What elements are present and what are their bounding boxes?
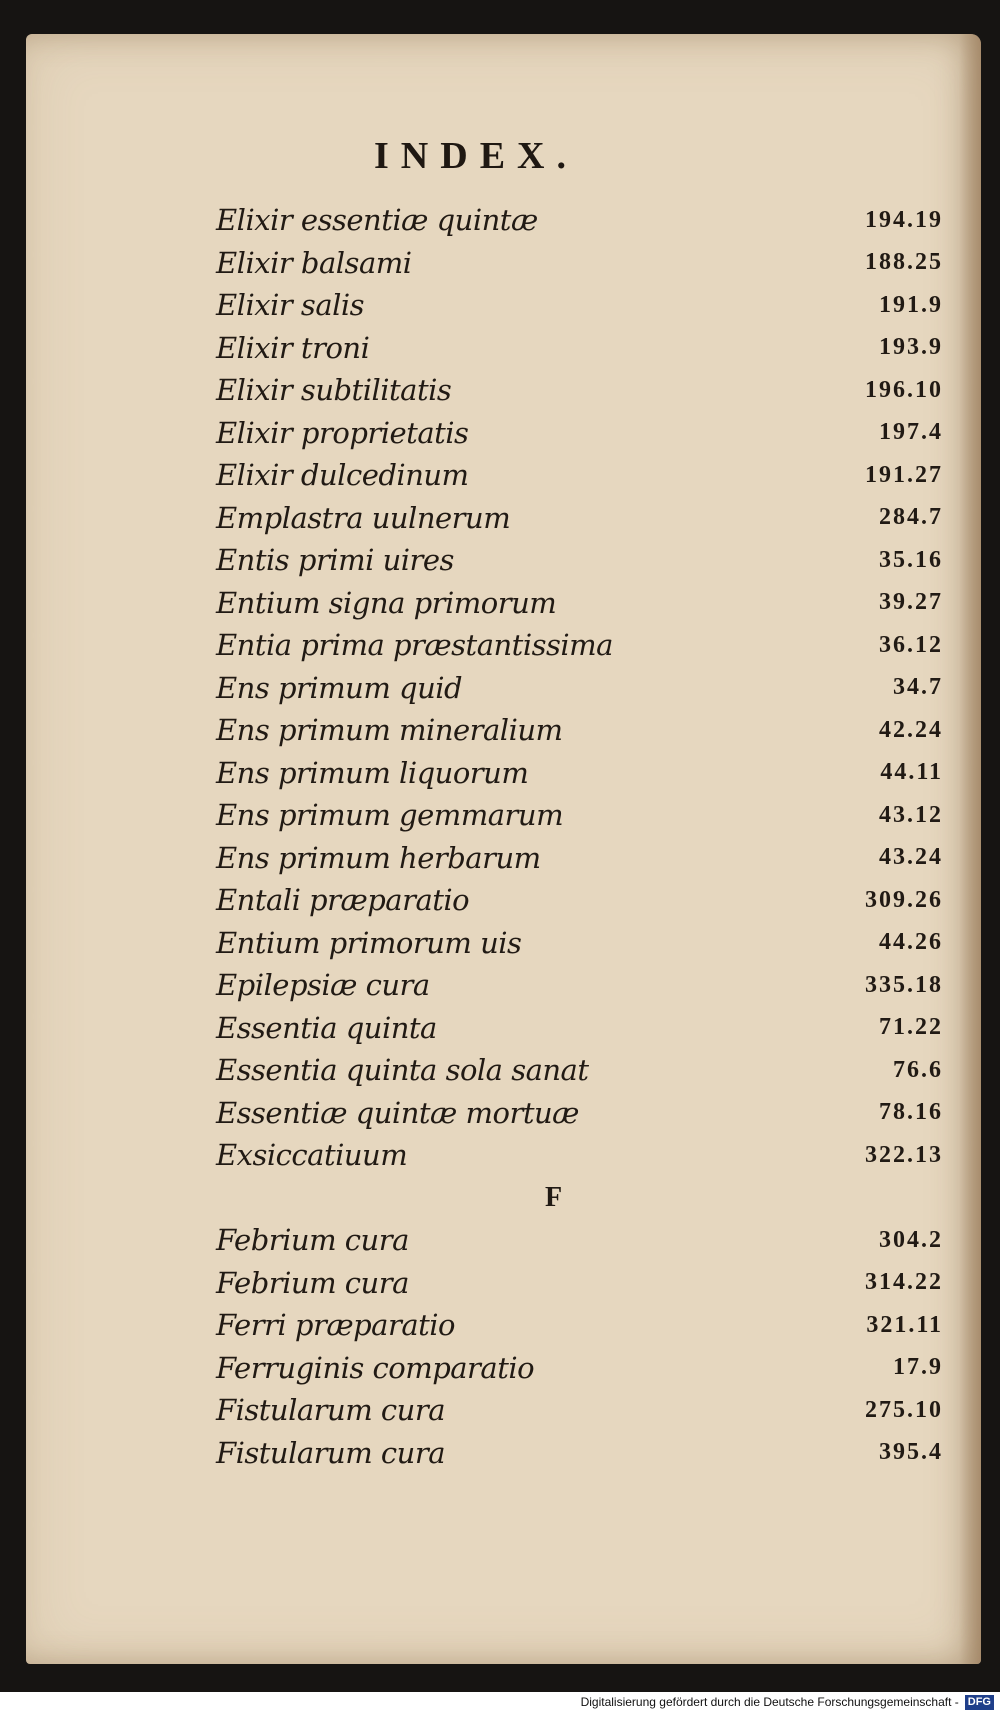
index-page-ref: 304.2: [879, 1226, 943, 1253]
index-entry: [216, 369, 951, 412]
index-page-ref: 44.11: [880, 759, 943, 786]
index-page-ref: 193.9: [879, 334, 943, 361]
index-entry: [216, 454, 951, 497]
index-entry: [216, 1049, 951, 1092]
index-entry: [216, 327, 951, 370]
index-entry: [216, 1347, 951, 1390]
index-page-ref: 335.18: [865, 971, 943, 998]
index-term: Entia prima præstantissima: [216, 628, 613, 663]
index-page-ref: 34.7: [893, 674, 943, 701]
page-heading: INDEX.: [374, 135, 578, 177]
index-entry: [216, 1219, 951, 1262]
index-term: Ens primum herbarum: [216, 840, 541, 875]
index-entry: [216, 1389, 951, 1432]
dfg-logo-icon: DFG: [965, 1695, 994, 1710]
index-page-ref: 275.10: [865, 1396, 943, 1423]
index-page-ref: 78.16: [879, 1099, 943, 1126]
index-page-ref: 322.13: [865, 1141, 943, 1168]
index-entry: [216, 624, 951, 667]
index-entry: [216, 667, 951, 710]
index-entry: [216, 1092, 951, 1135]
index-term: Fistularum cura: [216, 1435, 446, 1470]
index-page-ref: 197.4: [879, 419, 943, 446]
page-edge-shadow: [959, 34, 981, 1664]
index-entry: [216, 497, 951, 540]
index-page-ref: 196.10: [865, 376, 943, 403]
index-term: Entium signa primorum: [216, 585, 557, 620]
index-page-ref: 39.27: [879, 589, 943, 616]
index-term: Entis primi uires: [216, 543, 454, 578]
index-term: Entali præparatio: [216, 883, 470, 918]
index-entry: [216, 1134, 951, 1177]
index-page-ref: 43.12: [879, 801, 943, 828]
index-entry: [216, 964, 951, 1007]
index-term: Epilepsiæ cura: [216, 968, 430, 1003]
index-page-ref: 42.24: [879, 716, 943, 743]
index-entry: [216, 879, 951, 922]
index-entry: [216, 1432, 951, 1475]
index-term: Ens primum gemmarum: [216, 798, 564, 833]
index-term: Elixir troni: [216, 330, 370, 365]
index-entry: [216, 284, 951, 327]
index-term: Ens primum liquorum: [216, 755, 529, 790]
index-page-ref: 76.6: [893, 1056, 943, 1083]
index-term: Febrium cura: [216, 1265, 409, 1300]
index-entry: [216, 412, 951, 455]
index-term: Essentiæ quintæ mortuæ: [216, 1095, 579, 1130]
index-page-ref: 17.9: [893, 1354, 943, 1381]
digitization-credit: [0, 1692, 1000, 1713]
index-entry: [216, 794, 951, 837]
index-page-ref: 321.11: [866, 1311, 943, 1338]
index-list: [216, 199, 951, 1474]
index-page-ref: 71.22: [879, 1014, 943, 1041]
index-entry: [216, 922, 951, 965]
index-term: Elixir salis: [216, 288, 365, 323]
index-page-ref: 191.27: [865, 461, 943, 488]
index-entry: [216, 242, 951, 285]
index-term: Elixir subtilitatis: [216, 373, 452, 408]
index-term: Ferruginis comparatio: [216, 1350, 535, 1385]
index-entry: [216, 1007, 951, 1050]
index-term: Elixir proprietatis: [216, 415, 469, 450]
index-term: Ens primum quid: [216, 670, 463, 705]
index-page-ref: 284.7: [879, 504, 943, 531]
index-term: Ens primum mineralium: [216, 713, 563, 748]
book-page: [26, 34, 981, 1664]
index-page-ref: 43.24: [879, 844, 943, 871]
index-page-ref: 35.16: [879, 546, 943, 573]
index-entry: [216, 1304, 951, 1347]
index-term: Elixir balsami: [216, 245, 412, 280]
index-term: Elixir essentiæ quintæ: [216, 203, 538, 238]
index-entry: [216, 199, 951, 242]
index-entry: [216, 582, 951, 625]
index-entry: [216, 1262, 951, 1305]
index-page-ref: 309.26: [865, 886, 943, 913]
index-term: Essentia quinta sola sanat: [216, 1053, 589, 1088]
index-term: Emplastra uulnerum: [216, 500, 511, 535]
credit-text: Digitalisierung gefördert durch die Deutsche Forschungsgemeinschaft -: [580, 1695, 959, 1709]
index-term: Exsiccatiuum: [216, 1138, 408, 1173]
index-entry: [216, 837, 951, 880]
index-term: Essentia quinta: [216, 1010, 437, 1045]
index-term: Entium primorum uis: [216, 925, 522, 960]
index-page-ref: 36.12: [879, 631, 943, 658]
index-term: Ferri præparatio: [216, 1308, 455, 1343]
index-term: Elixir dulcedinum: [216, 458, 469, 493]
index-entry: [216, 752, 951, 795]
section-letter-f: F: [544, 1181, 563, 1213]
index-entry: [216, 709, 951, 752]
index-page-ref: 188.25: [865, 249, 943, 276]
index-page-ref: 314.22: [865, 1269, 943, 1296]
index-entry: [216, 539, 951, 582]
index-page-ref: 194.19: [865, 206, 943, 233]
index-term: Febrium cura: [216, 1223, 409, 1258]
index-term: Fistularum cura: [216, 1393, 446, 1428]
index-page-ref: 191.9: [879, 291, 943, 318]
index-page-ref: 395.4: [879, 1439, 943, 1466]
index-page-ref: 44.26: [879, 929, 943, 956]
